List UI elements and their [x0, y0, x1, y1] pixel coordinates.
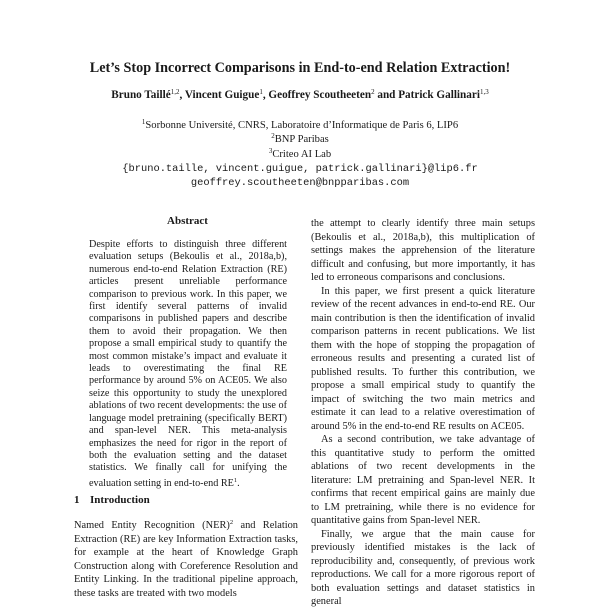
affiliation-mark: 3	[268, 147, 273, 155]
affiliation-3	[0, 145, 600, 161]
affiliation-mark: 2	[271, 132, 275, 140]
author-name: Vincent Guigue	[184, 89, 260, 101]
author-separator: and	[374, 89, 399, 101]
paragraph: Finally, we argue that the main cause for previously identified mistakes is the lack of reproducibility and, consequently, of previous work reproductions. We call for a more rigorous report of both evaluation settings and dataset statistics in general	[311, 528, 535, 607]
abstract-text: Despite efforts to distinguish three different evaluation setups (Bekoulis et al., 2018a,b), numerous end-to-end Relation Extraction (RE) articles present unreliable performance comparison to previous work. In this paper, we first identify several patterns of invalid comparisons in published papers and describe them to avoid their propagation. We then propose a small empirical study to quantify the most common mistake’s impact and evaluate it leads to overestimating the final RE performance by around 5% on ACE05. We also seize this opportunity to study the unexplored ablations of two recent developments: the use of language model pretraining (specifically BERT) and span-level NER. This meta-analysis emphasizes the need for rigor in the report of both the evaluation setting and the dataset statistics. We finally call for unifying the evaluation setting in end-to-end RE	[89, 239, 287, 489]
affiliation-text: Criteo AI Lab	[272, 149, 332, 160]
right-column	[311, 217, 535, 609]
author-affiliation-mark: 1	[259, 88, 263, 96]
author-separator: ,	[262, 89, 269, 101]
section-number: 1	[74, 494, 80, 506]
paper-title: Let’s Stop Incorrect Comparisons in End-to-end Relation Extraction!	[89, 60, 511, 76]
introduction-paragraph	[74, 516, 298, 600]
section-title: Introduction	[90, 494, 150, 506]
author-affiliation-mark: 1,3	[479, 88, 489, 96]
abstract-text-end: .	[237, 477, 240, 489]
paragraph: In this paper, we first present a quick literature review of the recent advances in end-to-end RE. Our main contribution is then the identification of invalid comparison patterns in recent publications. We list them with the hope of stopping the propagation of erroneous results and presenting a curated list of published results. To further this contribution, we propose a small empirical study to quantify the impact of switching the two main metrics and estimate it can lead to a relative overestimation of around 5% in the end-to-end RE results on ACE05.	[311, 285, 535, 432]
paragraph: the attempt to clearly identify three main setups (Bekoulis et al., 2018a,b), this multiplication of settings makes the apprehension of the literature difficult and confusing, but more importantly, it has led to erroneous comparisons and conclusions.	[311, 218, 535, 283]
abstract-body	[89, 239, 287, 490]
intro-text-cont: and Relation Extraction (RE) are key Information Extraction tasks, for example at the heart of Knowledge Graph Construction along with Coreference Resolution and Entity Linking. In the traditional pipeline approach, these tasks are treated with two models	[74, 520, 298, 599]
abstract-heading: Abstract	[167, 215, 208, 227]
footnote-mark: 2	[229, 519, 234, 526]
author-separator: ,	[179, 89, 185, 101]
affiliation-text: Sorbonne Université, CNRS, Laboratoire d’Informatique de Paris 6, LIP6	[145, 120, 459, 131]
intro-text: Named Entity Recognition (NER)	[74, 520, 230, 531]
author-affiliation-mark: 1,2	[170, 88, 180, 96]
paragraph: As a second contribution, we take advantage of this quantitative study to perform the omitted ablations of two recent developments in the literature: LM pretraining and Span-level NER. It confirms that recent empirical gains are mainly due to LM pretraining, while there is no evidence for quantitative gains from Span-level NER.	[311, 434, 535, 526]
author-name: Geoffrey Scoutheeten	[268, 89, 372, 101]
email-line-2: geoffrey.scoutheeten@bnpparibas.com	[190, 177, 410, 189]
affiliation-mark: 1	[141, 118, 146, 126]
author-name: Patrick Gallinari	[398, 89, 480, 101]
author-line	[0, 85, 600, 102]
section-heading	[74, 493, 150, 507]
affiliation-2	[0, 130, 600, 146]
affiliation-text: BNP Paribas	[274, 134, 329, 145]
author-name: Bruno Taillé	[111, 89, 171, 101]
author-affiliation-mark: 2	[371, 88, 375, 96]
footnote-mark: 1	[233, 476, 238, 484]
email-line-1: {bruno.taille, vincent.guigue, patrick.gallinari}@lip6.fr	[122, 163, 478, 175]
